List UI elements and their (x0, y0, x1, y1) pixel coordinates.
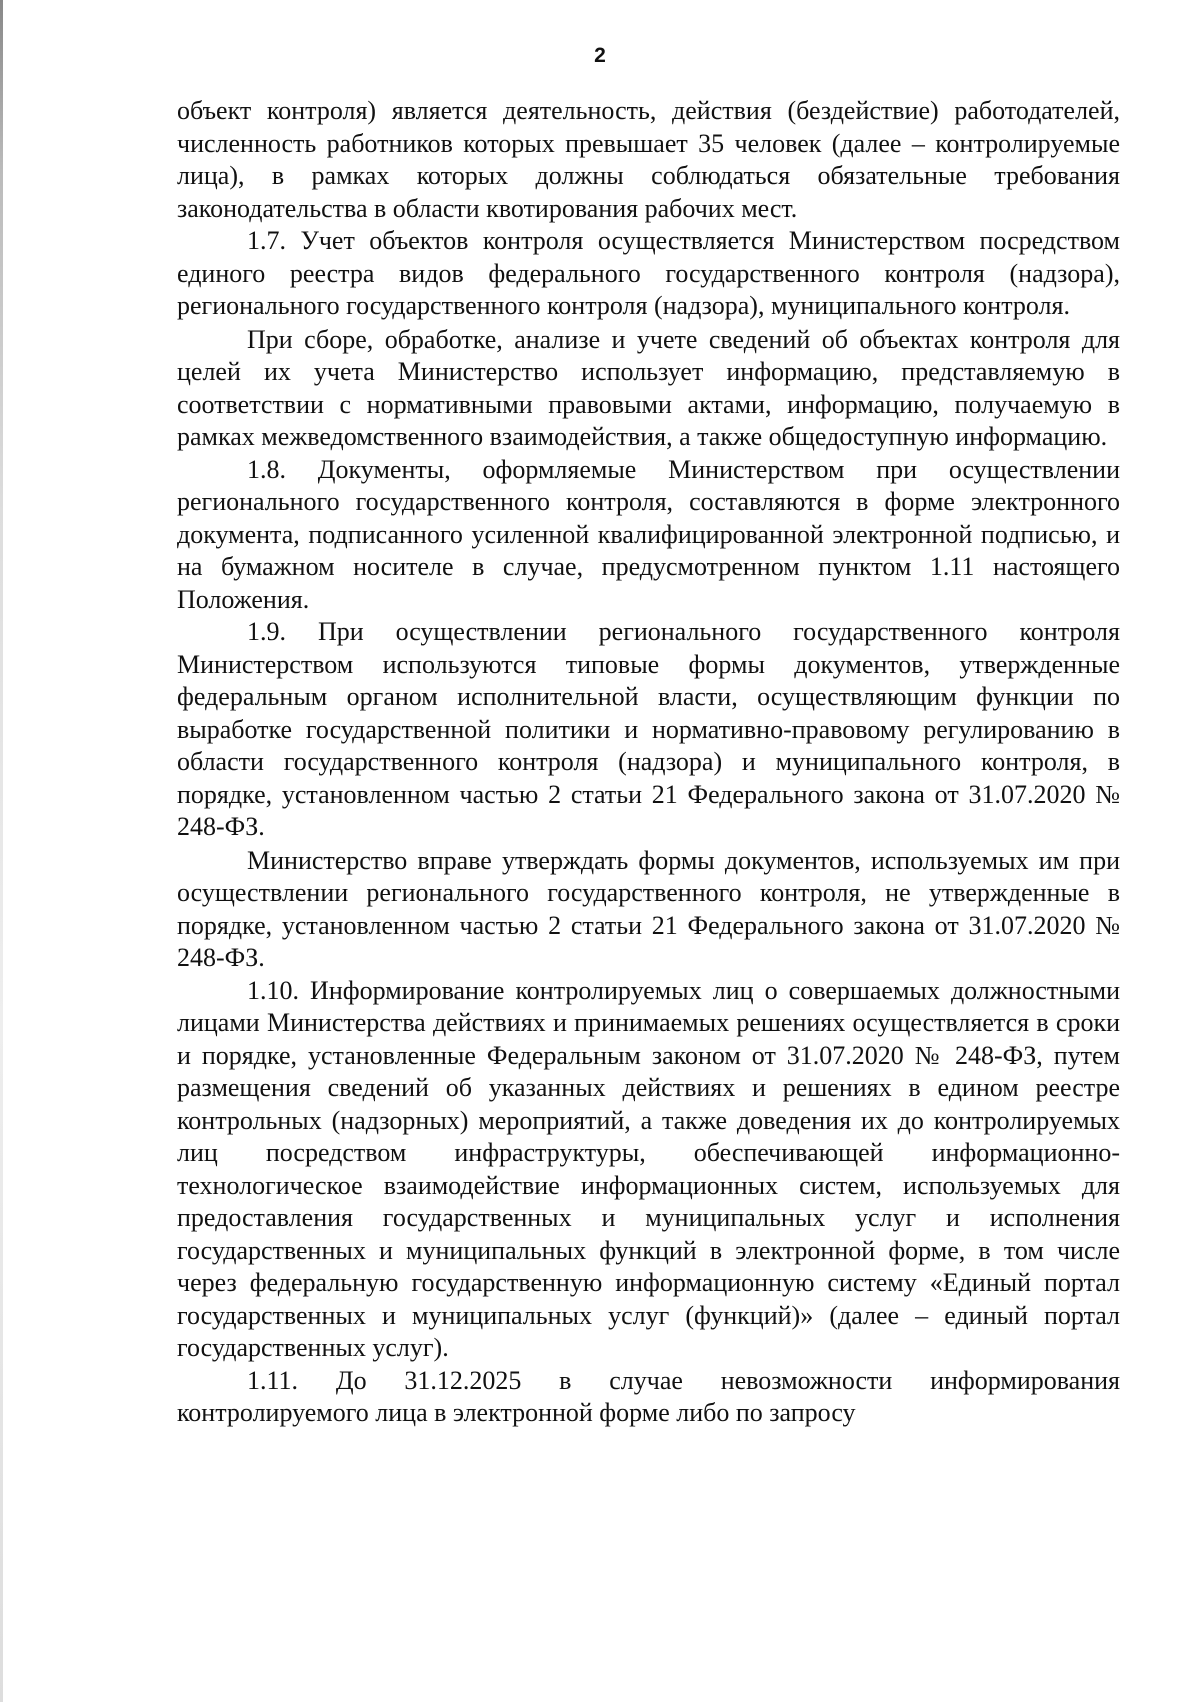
paragraph-1-8: 1.8. Документы, оформляемые Министерством при осуществлении регионального государственного контроля, составляются в форме электронного документа, подписанного усиленной квалифицированной электронной подписью, и на бумажном носителе в случае, предусмотренном пунктом 1.11 настоящего Положения. (177, 454, 1120, 614)
paragraph-continuation: объект контроля) является деятельность, действия (бездействие) работодателей, численность работников которых превышает 35 человек (далее – контролируемые лица), в рамках которых должны соблюдаться обязательные требования законодательства в области квотирования рабочих мест. (177, 96, 1120, 223)
page-number: 2 (594, 44, 606, 67)
paragraph-1-9: 1.9. При осуществлении регионального государственного контроля Министерством используются типовые формы документов, утвержденные федеральным органом исполнительной власти, осуществляющим функции по выработке государственной политики и нормативно-правовому регулированию в области государственного контроля (надзора) и муниципального контроля, в порядке, установленном частью 2 статьи 21 Федерального закона от 31.07.2020 № 248-ФЗ. (177, 617, 1120, 841)
document-body (177, 95, 1120, 1430)
paragraph-1-11: 1.11. До 31.12.2025 в случае невозможности информирования контролируемого лица в электронной форме либо по запросу (177, 1365, 1120, 1427)
paragraph-1-10: 1.10. Информирование контролируемых лиц о совершаемых должностными лицами Министерства действиях и принимаемых решениях осуществляется в сроки и порядке, установленные Федеральным законом от 31.07.2020 № 248-ФЗ, путем размещения сведений об указанных действиях и решениях в едином реестре контрольных (надзорных) мероприятий, а также доведения их до контролируемых лиц посредством инфраструктуры, обеспечивающей информационно-технологическое взаимодействие информационных систем, используемых для предоставления государственных и муниципальных услуг и исполнения государственных и муниципальных функций в электронной форме, в том числе через федеральную государственную информационную систему «Единый портал государственных и муниципальных услуг (функций)» (далее – единый портал государственных услуг). (177, 975, 1120, 1362)
paragraph-1-7: 1.7. Учет объектов контроля осуществляется Министерством посредством единого реестра видов федерального государственного контроля (надзора), регионального государственного контроля (надзора), муниципального контроля. (177, 226, 1120, 320)
paragraph-1-7-collection: При сборе, обработке, анализе и учете сведений об объектах контроля для целей их учета Министерство использует информацию, представляемую в соответствии с нормативными правовыми актами, информацию, получаемую в рамках межведомственного взаимодействия, а также общедоступную информацию. (177, 324, 1120, 451)
scan-edge (0, 0, 3, 1702)
paragraph-1-9-forms: Министерство вправе утверждать формы документов, используемых им при осуществлении регионального государственного контроля, не утвержденные в порядке, установленном частью 2 статьи 21 Федерального закона от 31.07.2020 № 248-ФЗ. (177, 845, 1120, 972)
